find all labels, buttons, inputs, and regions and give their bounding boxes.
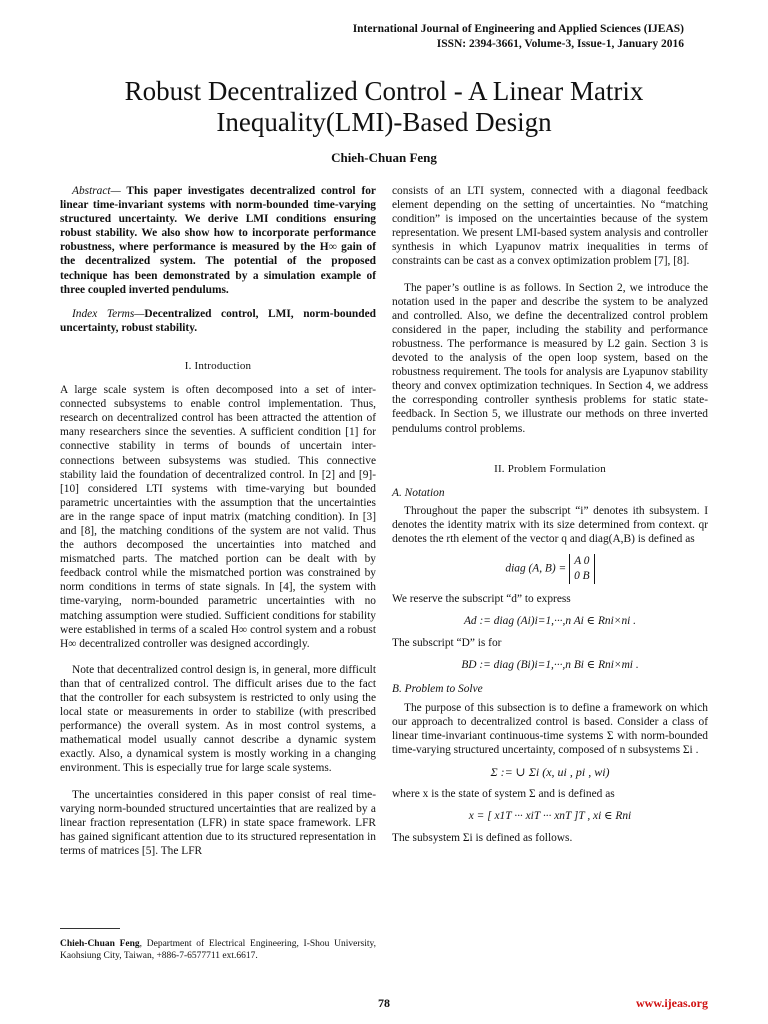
notation-paragraph-2: We reserve the subscript “d” to express	[392, 593, 571, 606]
page-number: 78	[378, 996, 390, 1010]
problem-paragraph-2: where x is the state of system Σ and is defined as	[392, 788, 615, 800]
subsection-heading-notation: A. Notation	[392, 486, 445, 499]
equation-BD: BD := diag (Bi)i=1,···,n Bi ∈ Rni×mi .	[461, 659, 639, 672]
section-heading-introduction: I. Introduction	[184, 359, 252, 372]
abstract-label: Abstract—	[72, 185, 121, 197]
index-terms	[60, 307, 376, 335]
matrix-row-1: A 0	[574, 555, 590, 568]
abstract	[60, 184, 376, 297]
footnote-affiliation: , Department of Electrical Engineering, I-Shou University, Kaohsiung City, Taiwan, +886-7-6577711 ext.6617.	[60, 939, 376, 961]
intro-paragraph-2: Note that decentralized control design is, in general, more difficult than that of centralized control. The difficult arises due to the fact that the controller for each subsystem is restricted to only using the local state or measurements in order to stabilize (with prescribed performance) the overall system. As in most control systems, a mathematical model usually cannot describe a dynamic system exactly. Also, a dynamical system is mostly working in a changing environment. This is especially true for large scale systems.	[60, 663, 376, 775]
problem-paragraph-3: The subsystem Σi is defined as follows.	[392, 832, 573, 845]
right-paragraph-2: The paper’s outline is as follows. In Section 2, we introduce the notation used in the paper and describe the system to be analyzed and controlled. Also, we define the decentralized control problem considered in the paper, including the stability and performance robustness. The performance is measured by L2 gain. Section 3 is devoted to the analysis of the open loop system, based on the robustness requirement. The tools for analysis are Lyapunov stability theory and convex optimization techniques. In Section 4, we address the corresponding controller synthesis problems for static state-feedback. In Section 5, we illustrate our methods on three inverted pendulums control problems.	[392, 281, 708, 435]
journal-header	[353, 22, 684, 52]
journal-issn: ISSN: 2394-3661, Volume-3, Issue-1, January 2016	[436, 38, 684, 50]
index-terms-label: Index Terms—	[72, 307, 145, 320]
right-column	[392, 184, 708, 853]
journal-website: www.ijeas.org	[636, 996, 708, 1010]
paper-title	[40, 76, 728, 138]
journal-name: International Journal of Engineering and Applied Sciences (IJEAS)	[352, 23, 684, 35]
matrix-row-2: 0 B	[574, 570, 590, 583]
equation-Ad: Ad := diag (Ai)i=1,···,n Ai ∈ Rni×ni .	[463, 615, 637, 628]
subsection-heading-problem: B. Problem to Solve	[392, 683, 483, 696]
left-column	[60, 184, 376, 866]
equation-diag-lhs: diag (A, B) =	[505, 562, 567, 575]
equation-x: x = [ x1T ··· xiT ··· xnT ]T , xi ∈ Rni	[468, 810, 632, 823]
footnote-author: Chieh-Chuan Feng	[60, 939, 140, 949]
problem-paragraph-1: The purpose of this subsection is to define a framework on which our approach to decentralized control is based. Consider a class of linear time-invariant continuous-time systems Σ with norm-bounded time-varying structured uncertainty, composed of n subsystems Σi .	[392, 701, 708, 756]
section-heading-problem-formulation: II. Problem Formulation	[494, 462, 606, 475]
notation-paragraph-3: The subscript “D” is for	[392, 637, 502, 650]
equation-diag	[392, 554, 708, 584]
right-paragraph-1: consists of an LTI system, connected with a diagonal feedback element depending on the setting of uncertainties. No “matching condition” is imposed on the uncertainties because of the system representation. We present LMI-based system analysis and controller synthesis in which Lyapunov matrix inequalities in terms of constraints can be cast as a convex optimization problem [7], [8].	[392, 185, 708, 268]
title-line-1: Robust Decentralized Control - A Linear Matrix	[124, 76, 644, 106]
index-terms-text: Decentralized control, LMI, norm-bounded uncertainty, robust stability.	[60, 307, 376, 334]
abstract-text: This paper investigates decentralized control for linear time-invariant systems with norm-bounded time-varying structured uncertainty. We derive LMI conditions ensuring robust stability. We also show how to incorporate performance robustness, where performance is measured by the H∞ gain of the decentralized system. The potential of the proposed technique has been demonstrated by a simulation example of three coupled inverted pendulums.	[60, 185, 376, 296]
author-footnote	[60, 938, 376, 962]
notation-paragraph-1: Throughout the paper the subscript “i” denotes ith subsystem. I denotes the identity matrix with its size determined from context. qr denotes the rth element of the vector q and diag(A,B) is defined as	[392, 504, 708, 545]
author-name: Chieh-Chuan Feng	[331, 150, 437, 165]
equation-sigma: Σ := ∪ Σi (x, ui , pi , wi)	[490, 764, 610, 779]
intro-paragraph-1: A large scale system is often decomposed into a set of inter-connected subsystems to enable control implementation. Thus, research on decentralized control has been attracted the attention of many researchers since the seventies. A sufficient condition [1] for connective stability in terms of bounds of uncertain inter-connections between subsystems was studied. This connective stability laid the foundation of decentralized control. In [2] and [9]-[10] considered LTI systems with time-varying but bounded parametric uncertainties with the assumption that the uncertainties are in the range space of input matrix (matching condition). In [3] and [8], the matching conditions of the system are not valid. Thus the authors decomposed the uncertainties into matched and mismatched parts. The matched portion can be dealt with by feedback control while the mismatched portion was constrained by norm conditions in terms of state signals. In [4], the system with time-varying, norm-bounded parametric uncertainties with no matching assumption were studied. Sufficient conditions for stability were established in terms of a scaled H∞ control system and a robust H∞ decentralized controller was designed accordingly.	[60, 384, 376, 650]
footnote-divider	[60, 928, 120, 929]
equation-diag-matrix	[569, 554, 595, 584]
title-line-2: Inequality(LMI)-Based Design	[216, 107, 552, 137]
intro-paragraph-3: The uncertainties considered in this paper consist of real time-varying norm-bounded structured uncertainties that are realized by a linear fraction representation (LFR) in state space framework. LFR has gained significant attention due to its structured representation in terms of matrices [5]. The LFR	[60, 788, 376, 857]
